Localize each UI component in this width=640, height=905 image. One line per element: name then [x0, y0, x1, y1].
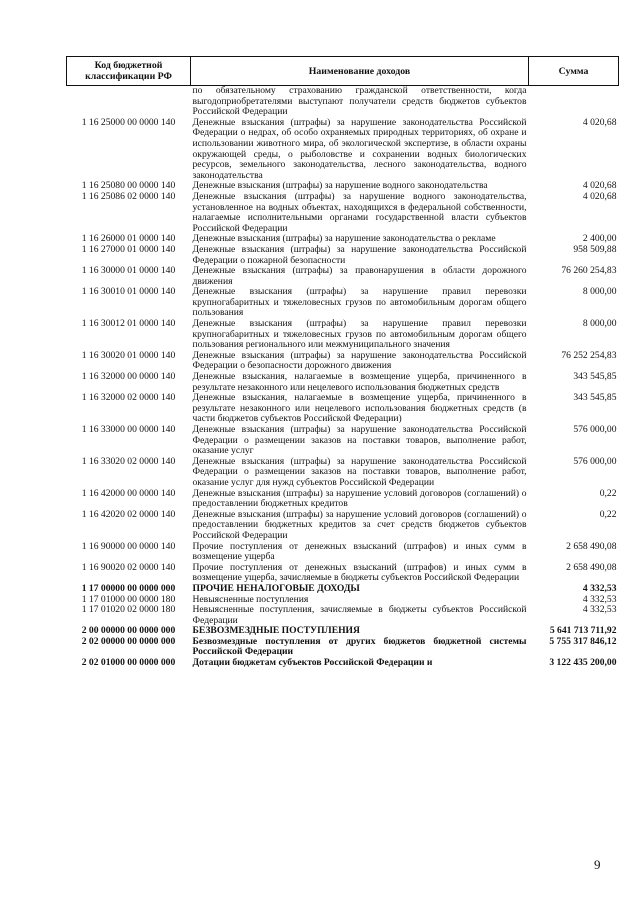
row-name: Денежные взыскания (штрафы) за нарушение законодательства Российской Федерации о недрах, об особо охраняемых природных территориях, об охране и использовании животного мира, об экологической экспертизе, в области охраны окружающей среды, о рыболовстве и сохранении водных биологических ресурсов, земельного законодательства, лесного законодательства, водного законодательства	[192, 116, 527, 181]
row-sum	[529, 86, 619, 118]
table-row	[67, 287, 619, 319]
row-code: 1 16 33000 00 0000 140	[81, 424, 176, 435]
row-sum: 8 000,00	[582, 286, 617, 298]
row-sum: 0,22	[599, 508, 617, 520]
table-row	[67, 393, 619, 425]
table-row	[67, 86, 619, 118]
row-sum: 76 260 254,83	[561, 265, 617, 277]
row-code: 1 17 01000 00 0000 180	[81, 593, 176, 605]
row-code: 1 16 26000 01 0000 140	[81, 233, 176, 245]
row-name: ПРОЧИЕ НЕНАЛОГОВЫЕ ДОХОДЫ	[192, 582, 360, 594]
row-sum: 0,22	[599, 487, 617, 499]
row-code: 1 16 30000 01 0000 140	[81, 265, 176, 277]
table-row	[67, 425, 619, 457]
table-header	[67, 57, 619, 86]
page-number: 9	[594, 857, 601, 872]
row-sum: 8 000,00	[582, 318, 617, 330]
row-sum: 3 122 435 200,00	[549, 657, 617, 669]
row-code: 2 02 01000 00 0000 000	[81, 657, 176, 669]
table-row	[67, 489, 619, 510]
row-name: Денежные взыскания (штрафы) за нарушение правил перевозки крупногабаритных и тяжеловесных грузов по автомобильным дорогам общего пользования	[192, 286, 527, 319]
header-sum: Сумма	[529, 57, 619, 86]
row-name: Денежные взыскания (штрафы) за нарушение законодательства Российской Федерации о размещении заказов на поставки товаров, выполнение работ, оказание услуг	[192, 424, 527, 457]
row-sum: 576 000,00	[573, 455, 617, 467]
table-row	[67, 118, 619, 182]
row-code: 1 16 33020 02 0000 140	[81, 455, 176, 467]
table-row	[67, 542, 619, 563]
row-name: Прочие поступления от денежных взысканий (штрафов) и иных сумм в возмещение ущерба	[192, 540, 527, 563]
table-row	[67, 584, 619, 595]
row-name: Денежные взыскания (штрафы) за нарушение законодательства Российской Федерации о размещении заказов на поставки товаров, выполнение работ, оказание услуг для нужд субъектов Российской Федерации	[192, 455, 527, 488]
row-name: Денежные взыскания (штрафы) за нарушение условий договоров (соглашений) о предоставлении бюджетных кредитов за счет средств бюджетов субъектов Российской Федерации	[192, 508, 527, 541]
row-name: БЕЗВОЗМЕЗДНЫЕ ПОСТУПЛЕНИЯ	[192, 625, 360, 637]
row-sum: 343 545,85	[573, 371, 617, 383]
table-row	[67, 563, 619, 584]
row-code: 1 16 42020 02 0000 140	[81, 508, 176, 520]
row-code: 1 16 32000 00 0000 140	[81, 371, 176, 383]
row-sum: 4 332,53	[582, 593, 617, 605]
revenue-table	[66, 56, 619, 669]
table-row	[67, 605, 619, 626]
row-code: 1 16 32000 02 0000 140	[81, 392, 176, 404]
row-code: 1 16 30020 01 0000 140	[81, 349, 176, 361]
row-code: 1 16 90020 02 0000 140	[81, 561, 176, 573]
row-code: 1 16 30010 01 0000 140	[81, 286, 176, 298]
row-name: Денежные взыскания, налагаемые в возмещение ущерба, причиненного в результате незаконного или нецелевого использования бюджетных средств	[192, 371, 527, 393]
row-sum: 4 020,68	[582, 116, 617, 128]
row-sum: 2 658 490,08	[566, 561, 617, 573]
row-name: Дотации бюджетам субъектов Российской Федерации и	[192, 657, 433, 669]
row-sum: 576 000,00	[573, 424, 617, 435]
table-body	[67, 86, 619, 669]
row-code: 2 02 00000 00 0000 000	[81, 635, 176, 647]
table-row	[67, 457, 619, 489]
row-code: 1 16 27000 01 0000 140	[81, 243, 176, 255]
row-name: по обязательному страхованию гражданской ответственности, когда выгодоприобретателями выступают получатели средств бюджетов субъектов Российской Федерации	[192, 85, 527, 118]
table-row	[67, 510, 619, 542]
row-sum: 5 641 713 711,92	[549, 625, 617, 637]
row-sum: 4 020,68	[582, 190, 617, 202]
row-code: 1 17 00000 00 0000 000	[81, 582, 176, 594]
table-row	[67, 319, 619, 351]
row-sum: 76 252 254,83	[561, 349, 617, 361]
row-code: 2 00 00000 00 0000 000	[81, 625, 176, 637]
row-name: Денежные взыскания (штрафы) за нарушение законодательства Российской Федерации о безопасности дорожного движения	[192, 349, 527, 372]
row-code: 1 16 30012 01 0000 140	[81, 318, 176, 330]
row-name: Денежные взыскания (штрафы) за нарушение водного законодательства	[192, 180, 488, 192]
table-row	[67, 266, 619, 287]
row-sum: 2 400,00	[582, 233, 617, 245]
row-code: 1 16 25000 00 0000 140	[81, 116, 176, 128]
row-name: Невыясненные поступления	[192, 593, 309, 605]
row-code: 1 17 01020 02 0000 180	[81, 604, 176, 616]
row-code: 1 16 25086 02 0000 140	[81, 190, 176, 202]
row-name: Денежные взыскания (штрафы) за правонарушения в области дорожного движения	[192, 265, 527, 287]
row-name: Безвозмездные поступления от других бюджетов бюджетной системы Российской Федерации	[192, 635, 527, 658]
row-code: 1 16 25080 00 0000 140	[81, 180, 176, 192]
row-sum: 4 332,53	[582, 582, 617, 594]
row-name: Невыясненные поступления, зачисляемые в бюджеты субъектов Российской Федерации	[192, 604, 527, 626]
row-name: Прочие поступления от денежных взысканий (штрафов) и иных сумм в возмещение ущерба, зачисляемые в бюджеты субъектов Российской Федерации	[192, 561, 527, 584]
table-row	[67, 637, 619, 658]
table-row	[67, 351, 619, 372]
row-sum: 4 332,53	[582, 604, 617, 616]
row-code	[67, 86, 191, 118]
row-sum: 958 509,88	[573, 243, 617, 255]
row-name: Денежные взыскания (штрафы) за нарушение законодательства Российской Федерации о пожарной безопасности	[192, 243, 527, 266]
row-name: Денежные взыскания (штрафы) за нарушение правил перевозки крупногабаритных и тяжеловесных грузов по автомобильным дорогам общего пользования регионального или межмуниципального значения	[192, 318, 527, 351]
row-sum: 2 658 490,08	[566, 540, 617, 552]
table-row	[67, 192, 619, 234]
row-name: Денежные взыскания (штрафы) за нарушение водного законодательства, установленное на водных объектах, находящихся в федеральной собственности, налагаемые исполнительными органами государственной власти субъектов Российской Федерации	[192, 190, 527, 234]
row-code: 1 16 90000 00 0000 140	[81, 540, 176, 552]
table-row	[67, 372, 619, 393]
row-code: 1 16 42000 00 0000 140	[81, 487, 176, 499]
row-sum: 343 545,85	[573, 392, 617, 404]
row-sum: 4 020,68	[582, 180, 617, 192]
header-code: Код бюджетной классификации РФ	[67, 57, 191, 86]
table-row	[67, 658, 619, 669]
row-name: Денежные взыскания, налагаемые в возмещение ущерба, причиненного в результате незаконного или нецелевого использования бюджетных средств (в части бюджетов субъектов Российской Федерации)	[192, 392, 527, 425]
header-name: Наименование доходов	[191, 57, 529, 86]
table-row	[67, 245, 619, 266]
row-sum: 5 755 317 846,12	[549, 635, 617, 647]
row-name: Денежные взыскания (штрафы) за нарушение законодательства о рекламе	[192, 233, 496, 245]
row-name: Денежные взыскания (штрафы) за нарушение условий договоров (соглашений) о предоставлении бюджетных кредитов	[192, 487, 527, 510]
